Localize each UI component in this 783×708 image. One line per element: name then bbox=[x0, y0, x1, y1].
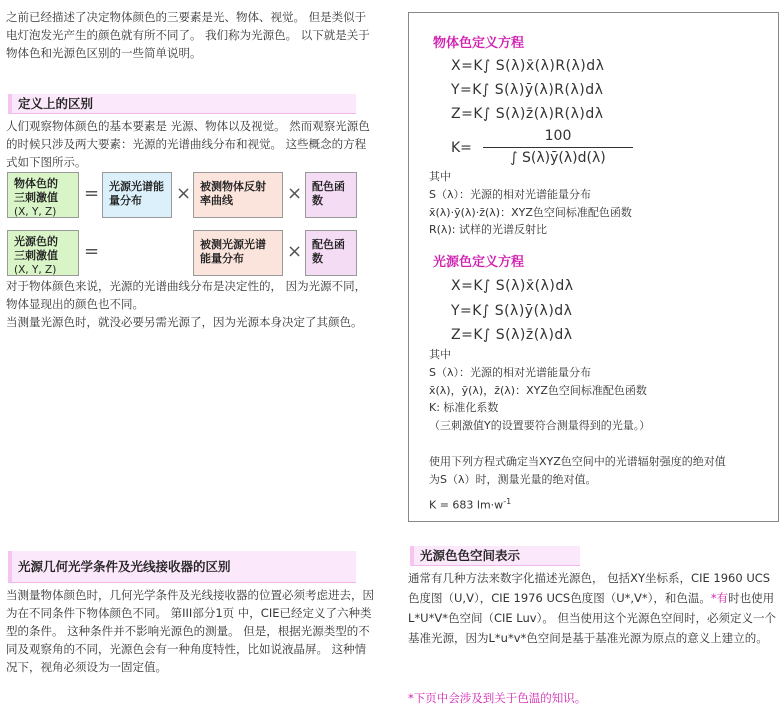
light-equation-title: 光源色定义方程 bbox=[433, 255, 525, 270]
usage-line-1: 使用下列方程式确定当XYZ色空间中的光谱辐射强度的绝对值 bbox=[429, 455, 726, 468]
usage-line-2: 为S（λ）时，测量光量的绝对值。 bbox=[429, 473, 597, 486]
footnote-marker: *有 bbox=[710, 591, 729, 605]
s-lambda-desc: S（λ）：光源的相对光谱能量分布 bbox=[429, 366, 591, 379]
equation-x-object: X=K∫ S(λ)x̄(λ)R(λ)dλ bbox=[451, 58, 605, 74]
equation-y-light: Y=K∫ S(λ)ȳ(λ)dλ bbox=[451, 303, 573, 319]
box-label-line3: (X, Y, Z) bbox=[14, 264, 57, 276]
times-sign: × bbox=[287, 241, 303, 262]
box-label-line1: 物体色的 bbox=[14, 177, 58, 190]
box-label-line2: 三刺激值 bbox=[14, 191, 58, 204]
equation-z-object: Z=K∫ S(λ)z̄(λ)R(λ)dλ bbox=[451, 106, 604, 122]
definition-after-1: 对于物体颜色来说，光源的光谱曲线分布是决定性的， 因为光源不同，物体显现出的颜色也不同。 bbox=[6, 279, 367, 311]
box-object-reflectance: 被测物体反射率曲线 bbox=[193, 172, 283, 218]
definition-after-2: 当测量光源色时，就没必要另需光源了，因为光源本身决定了其颜色。 bbox=[6, 315, 363, 329]
times-sign: × bbox=[176, 183, 192, 204]
cmf-desc: x̄(λ)·ȳ(λ)·z̄(λ)：XYZ色空间标准配色函数 bbox=[429, 206, 632, 219]
equations-panel bbox=[408, 12, 779, 522]
box-label-line2: 三刺激值 bbox=[14, 249, 58, 262]
k-note: （三刺激值Y的设置要符合测量得到的光量。） bbox=[429, 419, 651, 432]
box-label-line3: (X, Y, Z) bbox=[14, 206, 57, 218]
object-equation-title: 物体色定义方程 bbox=[433, 36, 525, 51]
k-label: K= bbox=[451, 140, 472, 156]
k-fraction-line bbox=[483, 147, 633, 148]
color-space-body bbox=[408, 568, 780, 648]
k-denominator: ∫ S(λ)ȳ(λ)d(λ) bbox=[510, 150, 606, 166]
k-numerator: 100 bbox=[544, 128, 572, 144]
box-color-matching: 配色函数 bbox=[305, 172, 357, 218]
k-value: K = 683 $lm\cdot w^{-1}$ bbox=[429, 497, 512, 512]
equation-x-light: X=K∫ S(λ)x̄(λ)dλ bbox=[451, 278, 574, 294]
color-space-text-2: 时也使用L*U*V*色空间（CIE Luv）。 但当使用这个光源色空间时，必须定义一个基准光源，因为L*u*v*色空间是基于基准光源为原点的意义上建立的。 bbox=[408, 591, 776, 645]
equation-y-object: Y=K∫ S(λ)ȳ(λ)R(λ)dλ bbox=[451, 82, 604, 98]
section-heading-geometry: 光源几何光学条件及光线接收器的区别 bbox=[8, 551, 356, 583]
definition-body: 人们观察物体颜色的基本要素是 光源、物体以及视觉。 然而观察光源色的时候只涉及两大要素：光源的光谱曲线分布和视觉。 这些概念的方程式如下图所示。 bbox=[6, 119, 370, 169]
geometry-body: 当测量物体颜色时，几何光学条件及光线接收器的位置必须考虑进去，因为在不同条件下物体颜色不同。 第III部分1页 中，CIE已经定义了六种类型的条件。 这种条件并不影响光源色的测量。 但是，根据光源类型的不同及观察角的不同，光源色会有一种角度特性，比如说液晶屏。 这种情况下，视角必须设为一固定值。 bbox=[6, 588, 374, 674]
intro-paragraph: 之前已经描述了决定物体颜色的三要素是光、物体、视觉。 但是类似于电灯泡发光产生的颜色就有所不同了。 我们称为光源色。 以下就是关于物体色和光源色区别的一些简单说明。 bbox=[6, 10, 370, 60]
box-color-matching: 配色函数 bbox=[305, 230, 357, 276]
color-temperature-footnote: *下页中会涉及到关于色温的知识。 bbox=[408, 691, 587, 705]
r-lambda-desc: R(λ): 试样的光谱反射比 bbox=[429, 223, 547, 236]
section-heading-color-space: 光源色色空间表示 bbox=[410, 546, 580, 566]
equals-sign: = bbox=[84, 241, 100, 262]
k-desc: K: 标准化系数 bbox=[429, 401, 499, 414]
box-light-source-spectrum: 被测光源光谱能量分布 bbox=[193, 230, 283, 276]
box-label-line1: 光源色的 bbox=[14, 235, 58, 248]
where-label: 其中 bbox=[429, 348, 451, 361]
s-lambda-desc: S（λ）：光源的相对光谱能量分布 bbox=[429, 188, 591, 201]
box-light-tristimulus bbox=[7, 230, 79, 276]
box-light-spectrum: 光源光谱能量分布 bbox=[102, 172, 172, 218]
equals-sign: = bbox=[84, 183, 100, 204]
cmf-desc: x̄(λ)，ȳ(λ)，z̄(λ)：XYZ色空间标准配色函数 bbox=[429, 384, 647, 397]
box-object-tristimulus bbox=[7, 172, 79, 218]
where-label: 其中 bbox=[429, 170, 451, 183]
equation-z-light: Z=K∫ S(λ)z̄(λ)dλ bbox=[451, 327, 573, 343]
times-sign: × bbox=[287, 183, 303, 204]
color-space-text-1: 通常有几种方法来数字化描述光源色， 包括XY坐标系，CIE 1960 UCS色度图（U,V），CIE 1976 UCS色度图（U*,V*），和色温。 bbox=[408, 571, 771, 605]
section-heading-definition: 定义上的区别 bbox=[8, 94, 356, 114]
